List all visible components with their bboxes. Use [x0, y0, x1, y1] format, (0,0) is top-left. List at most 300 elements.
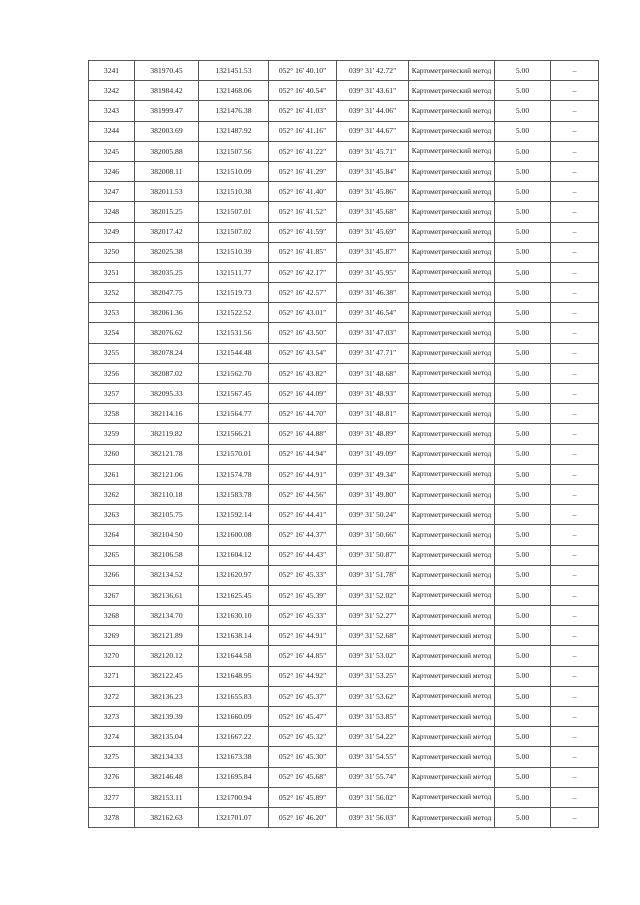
cell-point-number: 3274	[89, 727, 135, 747]
table-row	[89, 686, 599, 706]
cell-latitude: 052° 16' 44.37"	[269, 525, 337, 545]
cell-coord-y: 1321510.39	[199, 242, 269, 262]
cell-point-number: 3248	[89, 202, 135, 222]
cell-longitude: 039° 31' 48.89"	[337, 424, 409, 444]
cell-coord-y: 1321644.58	[199, 646, 269, 666]
cell-point-number: 3257	[89, 384, 135, 404]
cell-coord-y: 1321667.22	[199, 727, 269, 747]
cell-accuracy: 5.00	[495, 666, 551, 686]
cell-coord-y: 1321701.07	[199, 807, 269, 827]
cell-coord-x: 382139.39	[135, 707, 199, 727]
cell-point-number: 3268	[89, 606, 135, 626]
cell-coord-y: 1321487.92	[199, 121, 269, 141]
cell-coord-y: 1321564.77	[199, 404, 269, 424]
cell-latitude: 052° 16' 41.16"	[269, 121, 337, 141]
cell-point-number: 3267	[89, 585, 135, 605]
table-row	[89, 343, 599, 363]
cell-method: Картометрический метод	[409, 565, 495, 585]
cell-coord-y: 1321476.38	[199, 101, 269, 121]
cell-longitude: 039° 31' 54.22"	[337, 727, 409, 747]
cell-latitude: 052° 16' 42.57"	[269, 283, 337, 303]
cell-method: Картометрический метод	[409, 202, 495, 222]
table-row	[89, 787, 599, 807]
cell-accuracy: 5.00	[495, 787, 551, 807]
cell-point-number: 3258	[89, 404, 135, 424]
cell-accuracy: 5.00	[495, 807, 551, 827]
cell-note: –	[551, 202, 599, 222]
table-row	[89, 283, 599, 303]
cell-point-number: 3249	[89, 222, 135, 242]
cell-accuracy: 5.00	[495, 343, 551, 363]
cell-latitude: 052° 16' 45.33"	[269, 565, 337, 585]
cell-accuracy: 5.00	[495, 303, 551, 323]
cell-longitude: 039° 31' 53.62"	[337, 686, 409, 706]
cell-method: Картометрический метод	[409, 464, 495, 484]
cell-note: –	[551, 343, 599, 363]
cell-coord-y: 1321531.56	[199, 323, 269, 343]
cell-coord-x: 382134.52	[135, 565, 199, 585]
cell-accuracy: 5.00	[495, 81, 551, 101]
cell-note: –	[551, 626, 599, 646]
cell-coord-y: 1321570.01	[199, 444, 269, 464]
cell-method: Картометрический метод	[409, 81, 495, 101]
cell-method: Картометрический метод	[409, 727, 495, 747]
cell-coord-y: 1321695.84	[199, 767, 269, 787]
cell-latitude: 052° 16' 43.50"	[269, 323, 337, 343]
cell-accuracy: 5.00	[495, 545, 551, 565]
cell-coord-x: 382076.62	[135, 323, 199, 343]
cell-note: –	[551, 404, 599, 424]
table-row	[89, 545, 599, 565]
table-body	[89, 61, 599, 828]
cell-method: Картометрический метод	[409, 767, 495, 787]
cell-longitude: 039° 31' 50.24"	[337, 505, 409, 525]
table-row	[89, 323, 599, 343]
cell-note: –	[551, 182, 599, 202]
cell-coord-x: 382104.50	[135, 525, 199, 545]
table-row	[89, 101, 599, 121]
cell-point-number: 3254	[89, 323, 135, 343]
cell-accuracy: 5.00	[495, 262, 551, 282]
table-row	[89, 606, 599, 626]
table-row	[89, 242, 599, 262]
cell-accuracy: 5.00	[495, 384, 551, 404]
cell-longitude: 039° 31' 55.74"	[337, 767, 409, 787]
table-row	[89, 807, 599, 827]
cell-note: –	[551, 101, 599, 121]
cell-coord-x: 381970.45	[135, 61, 199, 81]
cell-accuracy: 5.00	[495, 101, 551, 121]
cell-point-number: 3246	[89, 161, 135, 181]
cell-coord-y: 1321562.70	[199, 363, 269, 383]
cell-accuracy: 5.00	[495, 767, 551, 787]
cell-coord-x: 382110.18	[135, 484, 199, 504]
table-row	[89, 666, 599, 686]
table-row	[89, 384, 599, 404]
cell-method: Картометрический метод	[409, 505, 495, 525]
cell-coord-x: 382136.61	[135, 585, 199, 605]
cell-latitude: 052° 16' 41.29"	[269, 161, 337, 181]
cell-method: Картометрический метод	[409, 807, 495, 827]
cell-longitude: 039° 31' 52.27"	[337, 606, 409, 626]
cell-note: –	[551, 121, 599, 141]
cell-latitude: 052° 16' 46.20"	[269, 807, 337, 827]
cell-coord-x: 382011.53	[135, 182, 199, 202]
cell-latitude: 052° 16' 43.01"	[269, 303, 337, 323]
coordinates-table	[88, 60, 599, 828]
cell-coord-y: 1321510.09	[199, 161, 269, 181]
cell-note: –	[551, 545, 599, 565]
cell-coord-x: 382087.02	[135, 363, 199, 383]
cell-point-number: 3252	[89, 283, 135, 303]
cell-longitude: 039° 31' 50.66"	[337, 525, 409, 545]
cell-latitude: 052° 16' 45.30"	[269, 747, 337, 767]
cell-method: Картометрический метод	[409, 384, 495, 404]
cell-longitude: 039° 31' 53.85"	[337, 707, 409, 727]
cell-coord-x: 382134.70	[135, 606, 199, 626]
cell-latitude: 052° 16' 45.68"	[269, 767, 337, 787]
cell-method: Картометрический метод	[409, 787, 495, 807]
cell-note: –	[551, 303, 599, 323]
cell-accuracy: 5.00	[495, 121, 551, 141]
cell-longitude: 039° 31' 54.55"	[337, 747, 409, 767]
cell-latitude: 052° 16' 44.09"	[269, 384, 337, 404]
table-row	[89, 585, 599, 605]
cell-longitude: 039° 31' 52.02"	[337, 585, 409, 605]
cell-longitude: 039° 31' 42.72"	[337, 61, 409, 81]
cell-longitude: 039° 31' 45.95"	[337, 262, 409, 282]
cell-accuracy: 5.00	[495, 363, 551, 383]
table-row	[89, 121, 599, 141]
cell-latitude: 052° 16' 41.59"	[269, 222, 337, 242]
cell-method: Картометрический метод	[409, 343, 495, 363]
cell-coord-x: 382135.04	[135, 727, 199, 747]
cell-latitude: 052° 16' 43.82"	[269, 363, 337, 383]
cell-accuracy: 5.00	[495, 565, 551, 585]
cell-coord-y: 1321507.02	[199, 222, 269, 242]
cell-coord-y: 1321655.83	[199, 686, 269, 706]
cell-method: Картометрический метод	[409, 686, 495, 706]
table-row	[89, 464, 599, 484]
cell-point-number: 3241	[89, 61, 135, 81]
cell-latitude: 052° 16' 41.85"	[269, 242, 337, 262]
cell-longitude: 039° 31' 45.68"	[337, 202, 409, 222]
cell-accuracy: 5.00	[495, 424, 551, 444]
cell-longitude: 039° 31' 45.86"	[337, 182, 409, 202]
cell-coord-y: 1321638.14	[199, 626, 269, 646]
cell-latitude: 052° 16' 45.32"	[269, 727, 337, 747]
table-row	[89, 202, 599, 222]
cell-coord-y: 1321511.77	[199, 262, 269, 282]
cell-note: –	[551, 505, 599, 525]
cell-accuracy: 5.00	[495, 464, 551, 484]
cell-method: Картометрический метод	[409, 182, 495, 202]
cell-method: Картометрический метод	[409, 101, 495, 121]
cell-latitude: 052° 16' 44.91"	[269, 464, 337, 484]
cell-note: –	[551, 222, 599, 242]
cell-latitude: 052° 16' 42.17"	[269, 262, 337, 282]
cell-coord-x: 382119.82	[135, 424, 199, 444]
cell-note: –	[551, 807, 599, 827]
cell-method: Картометрический метод	[409, 444, 495, 464]
cell-accuracy: 5.00	[495, 505, 551, 525]
cell-point-number: 3263	[89, 505, 135, 525]
cell-coord-y: 1321673.38	[199, 747, 269, 767]
cell-method: Картометрический метод	[409, 424, 495, 444]
cell-point-number: 3247	[89, 182, 135, 202]
cell-longitude: 039° 31' 49.80"	[337, 484, 409, 504]
cell-note: –	[551, 81, 599, 101]
cell-point-number: 3250	[89, 242, 135, 262]
cell-longitude: 039° 31' 47.03"	[337, 323, 409, 343]
cell-coord-x: 382008.11	[135, 161, 199, 181]
cell-latitude: 052° 16' 44.56"	[269, 484, 337, 504]
cell-coord-x: 382121.06	[135, 464, 199, 484]
table-row	[89, 303, 599, 323]
cell-coord-x: 382121.89	[135, 626, 199, 646]
cell-coord-y: 1321648.95	[199, 666, 269, 686]
cell-latitude: 052° 16' 43.54"	[269, 343, 337, 363]
cell-note: –	[551, 283, 599, 303]
cell-coord-x: 381999.47	[135, 101, 199, 121]
cell-accuracy: 5.00	[495, 323, 551, 343]
cell-point-number: 3251	[89, 262, 135, 282]
cell-latitude: 052° 16' 45.89"	[269, 787, 337, 807]
cell-longitude: 039° 31' 56.02"	[337, 787, 409, 807]
table-row	[89, 444, 599, 464]
cell-coord-y: 1321468.06	[199, 81, 269, 101]
cell-method: Картометрический метод	[409, 747, 495, 767]
table-row	[89, 626, 599, 646]
table-row	[89, 484, 599, 504]
cell-coord-y: 1321574.78	[199, 464, 269, 484]
cell-longitude: 039° 31' 46.54"	[337, 303, 409, 323]
cell-point-number: 3255	[89, 343, 135, 363]
cell-point-number: 3266	[89, 565, 135, 585]
cell-note: –	[551, 727, 599, 747]
cell-point-number: 3244	[89, 121, 135, 141]
cell-coord-x: 382136.23	[135, 686, 199, 706]
cell-coord-y: 1321625.45	[199, 585, 269, 605]
table-row	[89, 262, 599, 282]
cell-point-number: 3273	[89, 707, 135, 727]
cell-note: –	[551, 161, 599, 181]
cell-longitude: 039° 31' 51.78"	[337, 565, 409, 585]
cell-accuracy: 5.00	[495, 141, 551, 161]
cell-longitude: 039° 31' 53.25"	[337, 666, 409, 686]
cell-longitude: 039° 31' 50.87"	[337, 545, 409, 565]
cell-method: Картометрический метод	[409, 121, 495, 141]
cell-latitude: 052° 16' 40.54"	[269, 81, 337, 101]
cell-coord-y: 1321507.01	[199, 202, 269, 222]
cell-longitude: 039° 31' 44.06"	[337, 101, 409, 121]
cell-longitude: 039° 31' 48.93"	[337, 384, 409, 404]
cell-accuracy: 5.00	[495, 444, 551, 464]
cell-note: –	[551, 424, 599, 444]
cell-method: Картометрический метод	[409, 262, 495, 282]
cell-point-number: 3242	[89, 81, 135, 101]
cell-latitude: 052° 16' 41.03"	[269, 101, 337, 121]
cell-coord-x: 382162.63	[135, 807, 199, 827]
cell-latitude: 052° 16' 41.22"	[269, 141, 337, 161]
cell-coord-x: 382003.69	[135, 121, 199, 141]
cell-accuracy: 5.00	[495, 242, 551, 262]
table-row	[89, 81, 599, 101]
cell-longitude: 039° 31' 48.68"	[337, 363, 409, 383]
cell-accuracy: 5.00	[495, 484, 551, 504]
cell-point-number: 3259	[89, 424, 135, 444]
cell-method: Картометрический метод	[409, 606, 495, 626]
cell-coord-x: 382153.11	[135, 787, 199, 807]
cell-longitude: 039° 31' 52.68"	[337, 626, 409, 646]
cell-note: –	[551, 686, 599, 706]
table-row	[89, 505, 599, 525]
table-row	[89, 646, 599, 666]
cell-coord-y: 1321510.38	[199, 182, 269, 202]
cell-method: Картометрический метод	[409, 323, 495, 343]
cell-point-number: 3245	[89, 141, 135, 161]
cell-method: Картометрический метод	[409, 222, 495, 242]
table-row	[89, 525, 599, 545]
cell-latitude: 052° 16' 44.85"	[269, 646, 337, 666]
cell-accuracy: 5.00	[495, 707, 551, 727]
cell-coord-y: 1321604.12	[199, 545, 269, 565]
cell-note: –	[551, 464, 599, 484]
cell-accuracy: 5.00	[495, 161, 551, 181]
cell-accuracy: 5.00	[495, 283, 551, 303]
cell-note: –	[551, 707, 599, 727]
cell-coord-y: 1321592.14	[199, 505, 269, 525]
cell-accuracy: 5.00	[495, 747, 551, 767]
cell-coord-y: 1321507.56	[199, 141, 269, 161]
cell-coord-y: 1321544.48	[199, 343, 269, 363]
cell-longitude: 039° 31' 47.71"	[337, 343, 409, 363]
cell-accuracy: 5.00	[495, 686, 551, 706]
cell-longitude: 039° 31' 44.67"	[337, 121, 409, 141]
cell-accuracy: 5.00	[495, 61, 551, 81]
cell-latitude: 052° 16' 40.10"	[269, 61, 337, 81]
cell-note: –	[551, 585, 599, 605]
cell-note: –	[551, 384, 599, 404]
cell-latitude: 052° 16' 44.91"	[269, 626, 337, 646]
cell-accuracy: 5.00	[495, 404, 551, 424]
cell-latitude: 052° 16' 44.41"	[269, 505, 337, 525]
cell-method: Картометрический метод	[409, 545, 495, 565]
cell-method: Картометрический метод	[409, 666, 495, 686]
cell-point-number: 3265	[89, 545, 135, 565]
table-row	[89, 61, 599, 81]
cell-accuracy: 5.00	[495, 626, 551, 646]
cell-note: –	[551, 363, 599, 383]
cell-latitude: 052° 16' 41.52"	[269, 202, 337, 222]
cell-accuracy: 5.00	[495, 222, 551, 242]
cell-method: Картометрический метод	[409, 707, 495, 727]
cell-longitude: 039° 31' 49.09"	[337, 444, 409, 464]
cell-longitude: 039° 31' 53.02"	[337, 646, 409, 666]
cell-longitude: 039° 31' 45.87"	[337, 242, 409, 262]
cell-method: Картометрический метод	[409, 161, 495, 181]
cell-coord-x: 382047.75	[135, 283, 199, 303]
cell-longitude: 039° 31' 45.84"	[337, 161, 409, 181]
cell-coord-y: 1321522.52	[199, 303, 269, 323]
cell-coord-y: 1321519.73	[199, 283, 269, 303]
cell-coord-y: 1321630.10	[199, 606, 269, 626]
cell-method: Картометрический метод	[409, 303, 495, 323]
cell-coord-y: 1321583.78	[199, 484, 269, 504]
table-row	[89, 565, 599, 585]
cell-method: Картометрический метод	[409, 141, 495, 161]
cell-coord-y: 1321566.21	[199, 424, 269, 444]
cell-note: –	[551, 767, 599, 787]
cell-coord-x: 382035.25	[135, 262, 199, 282]
cell-longitude: 039° 31' 45.71"	[337, 141, 409, 161]
cell-point-number: 3278	[89, 807, 135, 827]
cell-note: –	[551, 323, 599, 343]
cell-latitude: 052° 16' 44.88"	[269, 424, 337, 444]
cell-coord-x: 382134.33	[135, 747, 199, 767]
cell-point-number: 3270	[89, 646, 135, 666]
cell-coord-x: 382015.25	[135, 202, 199, 222]
cell-accuracy: 5.00	[495, 606, 551, 626]
cell-coord-x: 382122.45	[135, 666, 199, 686]
cell-note: –	[551, 747, 599, 767]
cell-note: –	[551, 484, 599, 504]
cell-method: Картометрический метод	[409, 363, 495, 383]
cell-accuracy: 5.00	[495, 202, 551, 222]
cell-accuracy: 5.00	[495, 585, 551, 605]
cell-coord-y: 1321451.53	[199, 61, 269, 81]
table-row	[89, 182, 599, 202]
cell-point-number: 3269	[89, 626, 135, 646]
cell-method: Картометрический метод	[409, 404, 495, 424]
cell-method: Картометрический метод	[409, 525, 495, 545]
cell-latitude: 052° 16' 45.37"	[269, 686, 337, 706]
cell-method: Картометрический метод	[409, 283, 495, 303]
cell-longitude: 039° 31' 49.34"	[337, 464, 409, 484]
cell-note: –	[551, 646, 599, 666]
cell-note: –	[551, 242, 599, 262]
cell-note: –	[551, 525, 599, 545]
cell-longitude: 039° 31' 48.81"	[337, 404, 409, 424]
table-row	[89, 727, 599, 747]
cell-note: –	[551, 565, 599, 585]
cell-latitude: 052° 16' 41.40"	[269, 182, 337, 202]
cell-point-number: 3271	[89, 666, 135, 686]
cell-coord-x: 382005.88	[135, 141, 199, 161]
cell-accuracy: 5.00	[495, 646, 551, 666]
cell-point-number: 3260	[89, 444, 135, 464]
table-row	[89, 424, 599, 444]
cell-point-number: 3253	[89, 303, 135, 323]
cell-coord-x: 382114.16	[135, 404, 199, 424]
cell-coord-x: 382017.42	[135, 222, 199, 242]
cell-note: –	[551, 444, 599, 464]
cell-latitude: 052° 16' 44.43"	[269, 545, 337, 565]
cell-point-number: 3276	[89, 767, 135, 787]
cell-latitude: 052° 16' 44.92"	[269, 666, 337, 686]
cell-coord-x: 382146.48	[135, 767, 199, 787]
cell-coord-x: 382106.58	[135, 545, 199, 565]
table-row	[89, 707, 599, 727]
cell-point-number: 3272	[89, 686, 135, 706]
cell-coord-x: 382120.12	[135, 646, 199, 666]
cell-method: Картометрический метод	[409, 646, 495, 666]
table-row	[89, 222, 599, 242]
cell-longitude: 039° 31' 46.38"	[337, 283, 409, 303]
cell-coord-x: 382025.38	[135, 242, 199, 262]
cell-latitude: 052° 16' 45.39"	[269, 585, 337, 605]
cell-note: –	[551, 61, 599, 81]
